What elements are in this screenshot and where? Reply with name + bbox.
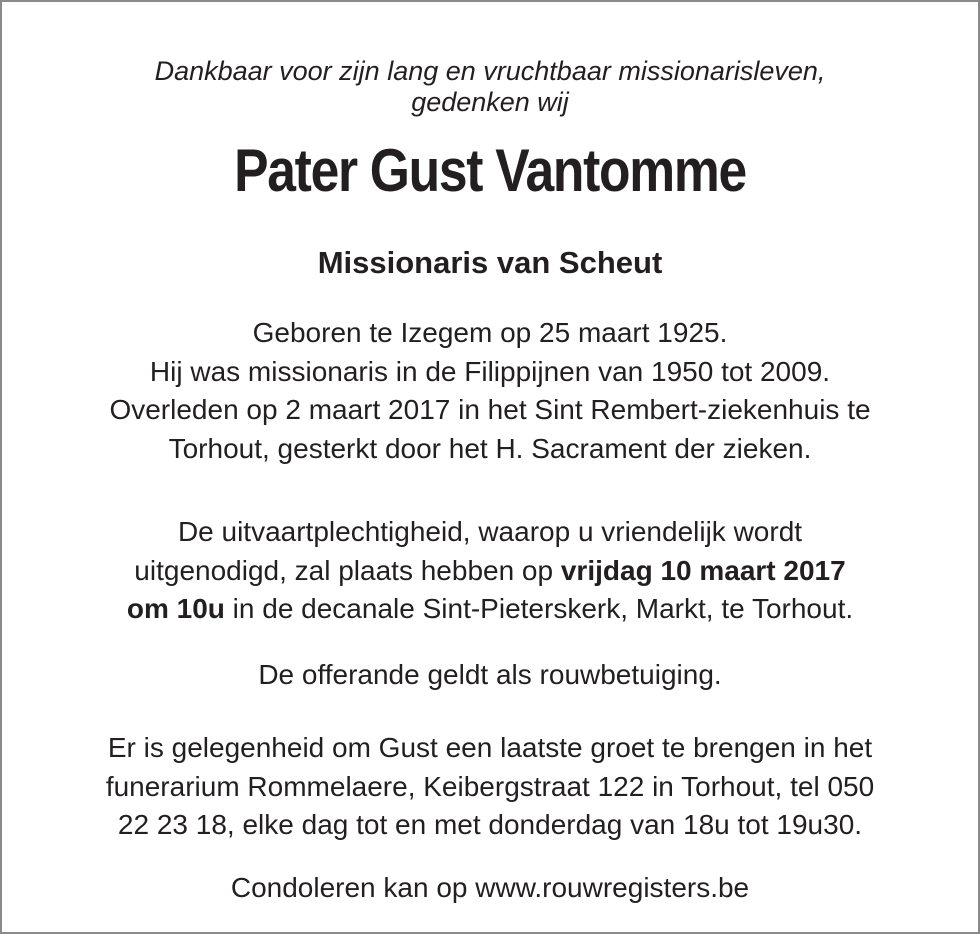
biography xyxy=(2,314,978,468)
bio-line-3: Overleden op 2 maart 2017 in het Sint Rembert-ziekenhuis te xyxy=(109,394,871,425)
funeral-date: vrijdag 10 maart 2017 xyxy=(560,554,846,586)
visitation-details xyxy=(2,729,978,845)
bio-line-4: Torhout, gesterkt door het H. Sacrament der zieken. xyxy=(168,432,812,464)
condolences-line: Condoleren kan op www.rouwregisters.be xyxy=(230,872,750,903)
funeral-time: om 10u xyxy=(126,593,225,624)
bio-line-2: Hij was missionaris in de Filippijnen van 1950 tot 2009. xyxy=(149,355,831,387)
visit-line-3: 22 23 18, elke dag tot en met donderdag van 18u tot 19u30. xyxy=(117,809,863,840)
funeral-line-1: De uitvaartplechtigheid, waarop u vriendelijk wordt xyxy=(177,516,803,547)
deceased-name: Pater Gust Vantomme xyxy=(234,137,746,204)
visit-line-2: funerarium Rommelaere, Keibergstraat 122 in Torhout, tel 050 xyxy=(105,770,875,802)
funeral-line-2-text: uitgenodigd, zal plaats hebben op xyxy=(134,554,561,586)
offering-note xyxy=(2,656,978,695)
intro-line-2: gedenken wij xyxy=(411,87,569,117)
intro-line-1: Dankbaar voor zijn lang en vruchtbaar missionarisleven, xyxy=(154,56,826,86)
funeral-line-2 xyxy=(2,552,978,591)
intro-text xyxy=(2,56,978,118)
subtitle: Missionaris van Scheut xyxy=(317,245,663,280)
funeral-details xyxy=(2,513,978,629)
funeral-line-3 xyxy=(2,590,978,629)
bio-line-1: Geboren te Izegem op 25 maart 1925. xyxy=(252,317,728,348)
visit-line-1: Er is gelegenheid om Gust een laatste groet te brengen in het xyxy=(107,732,873,763)
funeral-line-3-text: in de decanale Sint-Pieterskerk, Markt, te Torhout. xyxy=(224,593,854,624)
offering-line: De offerande geldt als rouwbetuiging. xyxy=(258,659,722,690)
condolences-note xyxy=(2,869,978,908)
